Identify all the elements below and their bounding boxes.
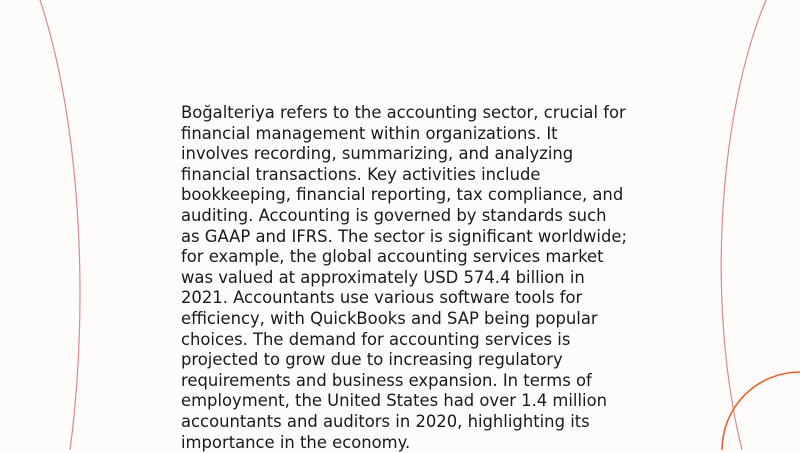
- right-decorative-arc: [721, 0, 766, 450]
- slide-body-text: Boğalteriya refers to the accounting sector, crucial for financial management within organizations. It involves recording, summarizing, and analyzing financial transactions. Key activities include bookkeeping, financial reporting, tax compliance, and auditing. Accounting is governed by standards such as GAAP and IFRS. The sector is significant worldwide; for example, the global accounting services market was valued at approximately USD 574.4 billion in 2021. Accountants use various software tools for efficiency, with QuickBooks and SAP being popular choices. The demand for accounting services is projected to grow due to increasing regulatory requirements and business expansion. In terms of employment, the United States had over 1.4 million accountants and auditors in 2020, highlighting its importance in the economy.: [181, 103, 627, 452]
- corner-decorative-ring: [722, 372, 800, 450]
- left-decorative-arc: [40, 0, 80, 450]
